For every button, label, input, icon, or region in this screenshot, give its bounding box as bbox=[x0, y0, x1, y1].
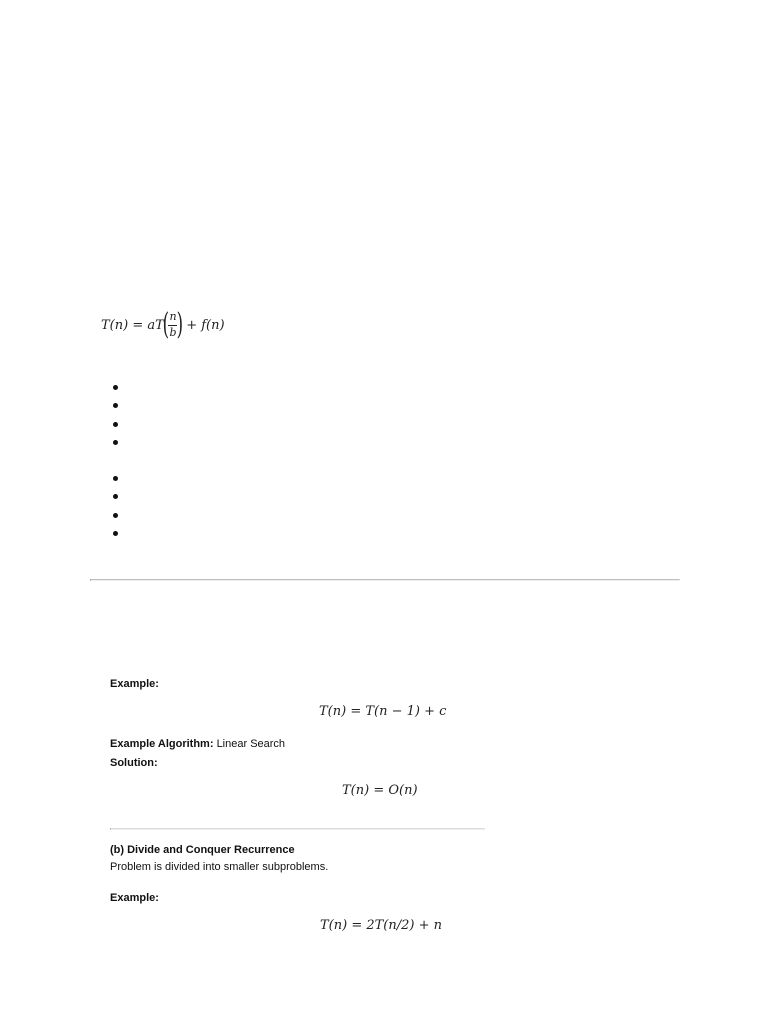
linear-example-equation: T(n) = T(n − 1) + c bbox=[319, 704, 447, 719]
divide-conquer-description: Problem is divided into smaller subproblems. bbox=[110, 861, 329, 873]
formula-rhs: + f(n) bbox=[186, 317, 225, 333]
divide-conquer-heading: (b) Divide and Conquer Recurrence bbox=[110, 844, 295, 856]
example-algorithm-line bbox=[110, 737, 285, 751]
formula-lhs: T(n) = aT bbox=[101, 317, 164, 333]
master-theorem-formula bbox=[101, 308, 225, 342]
algorithm-label: Example Algorithm: bbox=[110, 738, 214, 750]
divide-conquer-equation: T(n) = 2T(n/2) + n bbox=[320, 918, 442, 933]
algorithm-value: Linear Search bbox=[216, 738, 286, 750]
divide-conquer-example-label: Example: bbox=[110, 892, 159, 904]
fraction-numerator: n bbox=[169, 310, 177, 324]
solution-label: Solution: bbox=[110, 757, 158, 769]
section-divider bbox=[90, 579, 680, 581]
fraction-denominator: b bbox=[169, 325, 177, 339]
right-paren: ) bbox=[177, 307, 184, 342]
solution-equation: T(n) = O(n) bbox=[342, 783, 418, 798]
example-label: Example: bbox=[110, 678, 159, 690]
left-paren: ( bbox=[162, 307, 169, 342]
subsection-divider bbox=[110, 828, 485, 830]
